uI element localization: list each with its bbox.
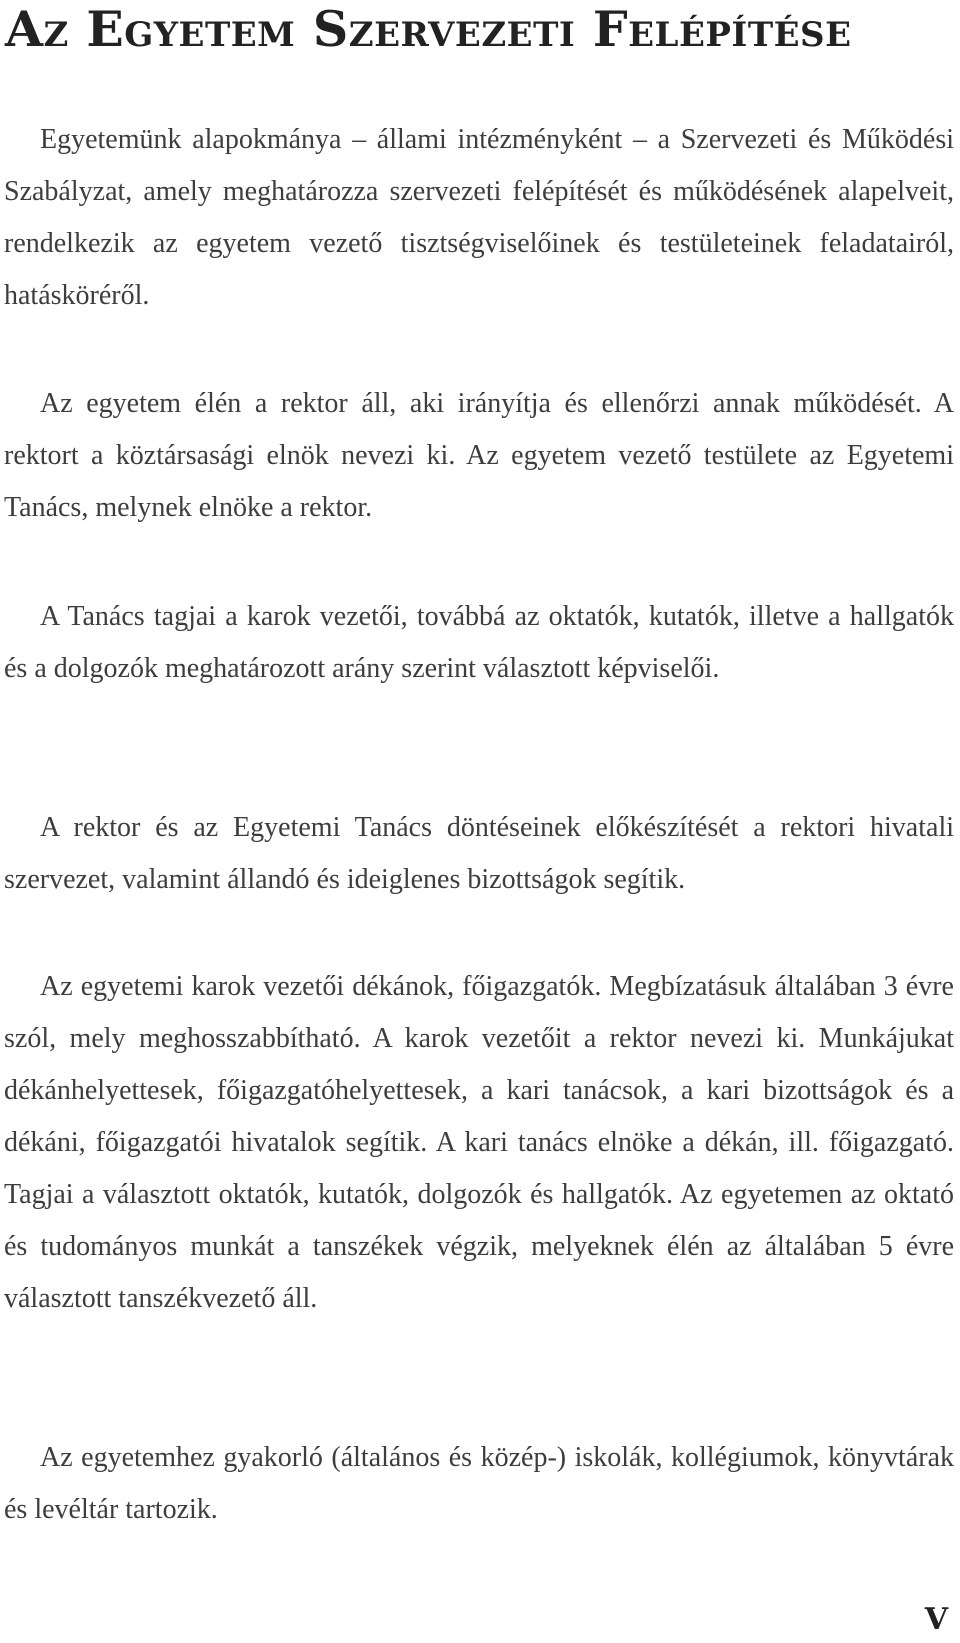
page-number: V [924,1602,948,1637]
paragraph-faculties: Az egyetemi karok vezetői dékánok, főigazgatók. Megbízatásuk általában 3 évre szól, mely meghosszabbítható. A karok vezetőit a rektor nevezi ki. Munkájukat dékánhelyettesek, főigazgatóhelyettesek, a kari tanácsok, a kari bizottságok és a dékáni, főigazgatói hivatalok segítik. A kari tanács elnöke a dékán, ill. főigazgató. Tagjai a választott oktatók, kutatók, dolgozók és hallgatók. Az egyetemen az oktató és tudományos munkát a tanszékek végzik, melyeknek élén az általában 5 évre választott tanszékvezető áll. [4,971,954,1314]
paragraph-affiliated-institutions: Az egyetemhez gyakorló (általános és közép-) iskolák, kollégiumok, könyvtárak és levéltár tartozik. [4,1442,954,1525]
paragraph-rectors-office: A rektor és az Egyetemi Tanács döntéseinek előkészítését a rektori hivatali szervezet, valamint állandó és ideiglenes bizottságok segítik. [4,812,954,895]
paragraph-council-members: A Tanács tagjai a karok vezetői, továbbá az oktatók, kutatók, illetve a hallgatók és a dolgozók meghatározott arány szerint választott képviselői. [4,601,954,684]
paragraph-statute: Egyetemünk alapokmánya – állami intézményként – a Szervezeti és Működési Szabályzat, amely meghatározza szervezeti felépítését és működésének alapelveit, rendelkezik az egyetem vezető tisztségviselőinek és testületeinek feladatairól, hatásköréről. [4,124,954,311]
paragraph-rector: Az egyetem élén a rektor áll, aki irányítja és ellenőrzi annak működését. A rektort a köztársasági elnök nevezi ki. Az egyetem vezető testülete az Egyetemi Tanács, melynek elnöke a rektor. [4,388,954,523]
page-title: Az Egyetem Szervezeti Felépítése [5,0,852,58]
